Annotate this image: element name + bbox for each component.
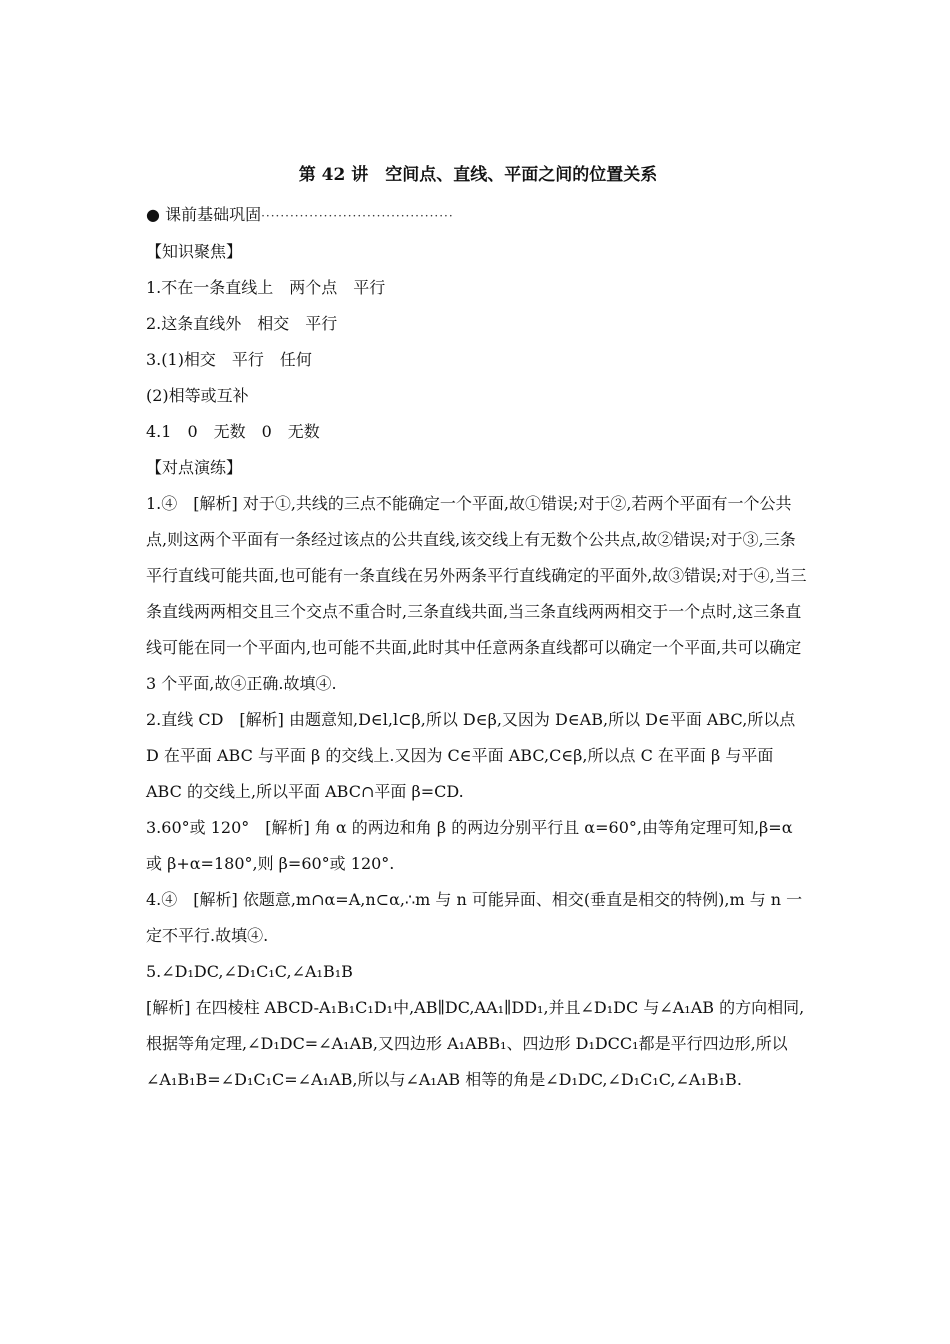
practice-answer-2: 2.直线 CD [解析] 由题意知,D∈l,l⊂β,所以 D∈β,又因为 D∈AB,所以 D∈平面 ABC,所以点 D 在平面 ABC 与平面 β 的交线上.又因为 C∈平面 ABC,C∈β,所以点 C 在平面 β 与平面 ABC 的交线上,所以平面 ABC∩平面 β=CD.: [146, 710, 796, 801]
knowledge-item-5: 4.1 0 无数 0 无数: [146, 422, 320, 441]
practice-answer-1: 1.④ [解析] 对于①,共线的三点不能确定一个平面,故①错误;对于②,若两个平面有一个公共点,则这两个平面有一条经过该点的公共直线,该交线上有无数个公共点,故②错误;对于③,三条平行直线可能共面,也可能有一条直线在另外两条平行直线确定的平面外,故③错误;对于④,当三条直线两两相交且三个交点不重合时,三条直线共面,当三条直线两两相交于一个点时,这三条直线可能在同一个平面内,也可能不共面,此时其中任意两条直线都可以确定一个平面,共可以确定 3 个平面,故④正确.故填④.: [146, 494, 807, 693]
document-page: [146, 150, 810, 1098]
practice-answer-5-analysis: [解析] 在四棱柱 ABCD-A₁B₁C₁D₁中,AB∥DC,AA₁∥DD₁,并且∠D₁DC 与∠A₁AB 的方向相同,根据等角定理,∠D₁DC=∠A₁AB,又四边形 A₁ABB₁、四边形 D₁DCC₁都是平行四边形,所以∠A₁B₁B=∠D₁C₁C=∠A₁AB,所以与∠A₁AB 相等的角是∠D₁DC,∠D₁C₁C,∠A₁B₁B.: [146, 998, 805, 1089]
knowledge-item-2: 2.这条直线外 相交 平行: [146, 314, 338, 333]
knowledge-heading: 【知识聚焦】: [146, 242, 243, 261]
knowledge-item-4: (2)相等或互补: [146, 386, 249, 405]
knowledge-item-3: 3.(1)相交 平行 任何: [146, 350, 312, 369]
practice-answer-4: 4.④ [解析] 依题意,m∩α=A,n⊂α,∴m 与 n 可能异面、相交(垂直是相交的特例),m 与 n 一定不平行.故填④.: [146, 890, 803, 945]
page-title: 第 42 讲 空间点、直线、平面之间的位置关系: [298, 165, 658, 185]
practice-answer-5-title: 5.∠D₁DC,∠D₁C₁C,∠A₁B₁B: [146, 962, 353, 981]
section-dots: ········································: [261, 209, 454, 223]
section-header: [146, 197, 810, 234]
practice-heading: 【对点演练】: [146, 458, 243, 477]
knowledge-item-1: 1.不在一条直线上 两个点 平行: [146, 278, 386, 297]
bullet-icon: ●: [146, 205, 160, 224]
section-label: 课前基础巩固: [165, 205, 262, 224]
practice-answer-3: 3.60°或 120° [解析] 角 α 的两边和角 β 的两边分别平行且 α=60°,由等角定理可知,β=α 或 β+α=180°,则 β=60°或 120°.: [146, 818, 793, 873]
